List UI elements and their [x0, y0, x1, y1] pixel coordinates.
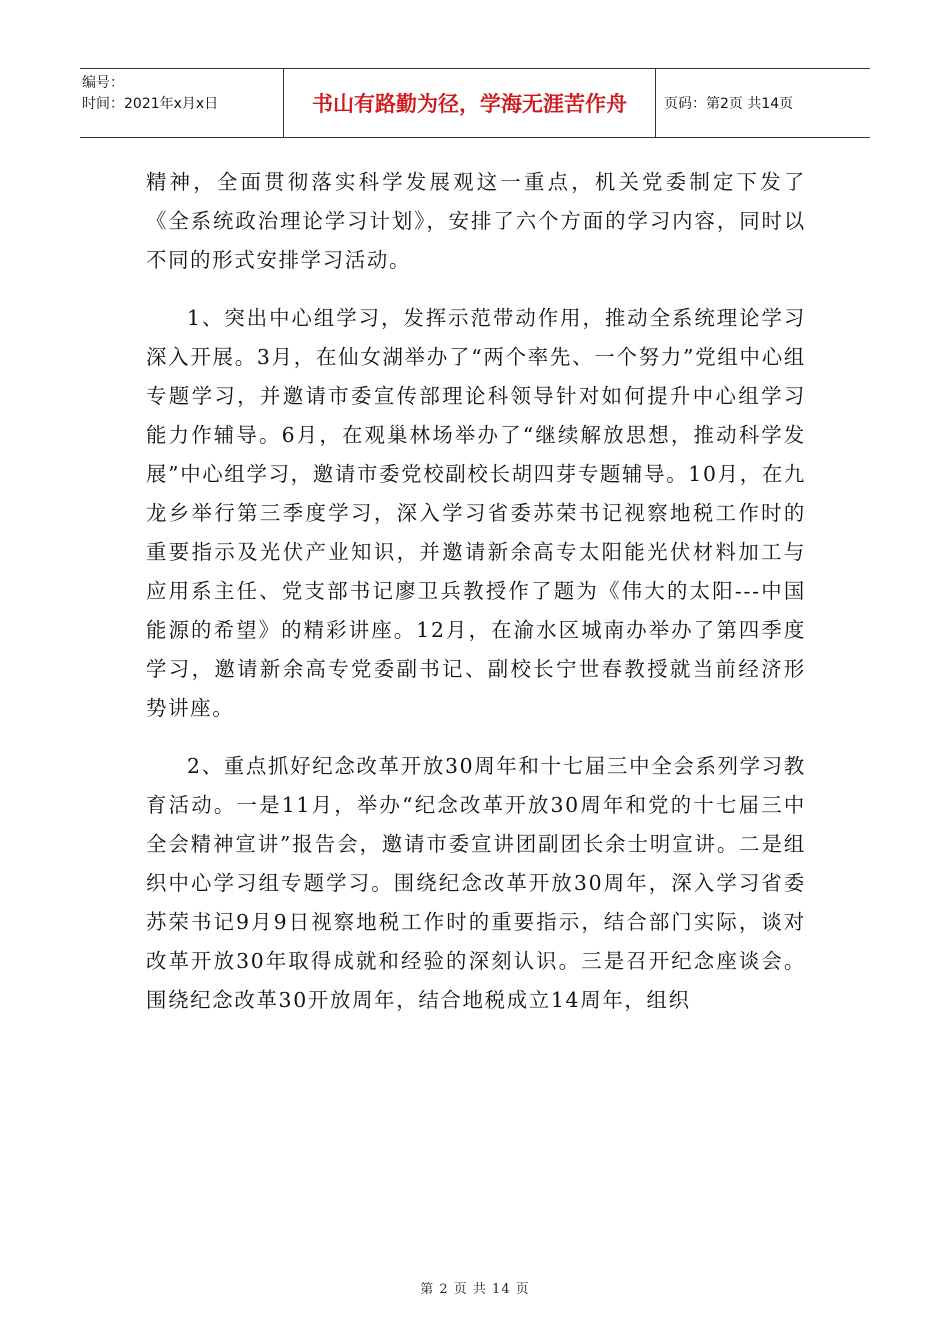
page-header	[80, 68, 870, 138]
document-number-label: 编号：	[82, 75, 124, 91]
paragraph-continuation: 精神，全面贯彻落实科学发展观这一重点，机关党委制定下发了《全系统政治理论学习计划》，安排了六个方面的学习内容，同时以不同的形式安排学习活动。	[146, 170, 806, 272]
document-date: 时间：2021年x月x日	[82, 96, 219, 112]
paragraph-1: 1、突出中心组学习，发挥示范带动作用，推动全系统理论学习深入开展。3月，在仙女湖举办了“两个率先、一个努力”党组中心组专题学习，并邀请市委宣传部理论科领导针对如何提升中心组学习能力作辅导。6月，在观巢林场举办了“继续解放思想，推动科学发展”中心组学习，邀请市委党校副校长胡四芽专题辅导。10月，在九龙乡举行第三季度学习，深入学习省委苏荣书记视察地税工作时的重要指示及光伏产业知识，并邀请新余高专太阳能光伏材料加工与应用系主任、党支部书记廖卫兵教授作了题为《伟大的太阳---中国能源的希望》的精彩讲座。12月，在渝水区城南办举办了第四季度学习，邀请新余高专党委副书记、副校长宁世春教授就当前经济形势讲座。	[146, 306, 807, 720]
document-body	[146, 163, 806, 1020]
header-meta	[80, 69, 283, 137]
paragraph-2: 2、重点抓好纪念改革开放30周年和十七届三中全会系列学习教育活动。一是11月，举办“纪念改革开放30周年和党的十七届三中全会精神宣讲”报告会，邀请市委宣讲团副团长余士明宣讲。二是组织中心学习组专题学习。围绕纪念改革开放30周年，深入学习省委苏荣书记9月9日视察地税工作时的重要指示，结合部门实际，谈对改革开放30年取得成就和经验的深刻认识。三是召开纪念座谈会。围绕纪念改革30开放周年，结合地税成立14周年，组织	[146, 754, 806, 1012]
page-footer: 第 2 页 共 14 页	[420, 1282, 530, 1297]
header-page-info: 页码：第2页 共14页	[664, 96, 794, 112]
header-motto: 书山有路勤为径，学海无涯苦作舟	[283, 69, 656, 137]
